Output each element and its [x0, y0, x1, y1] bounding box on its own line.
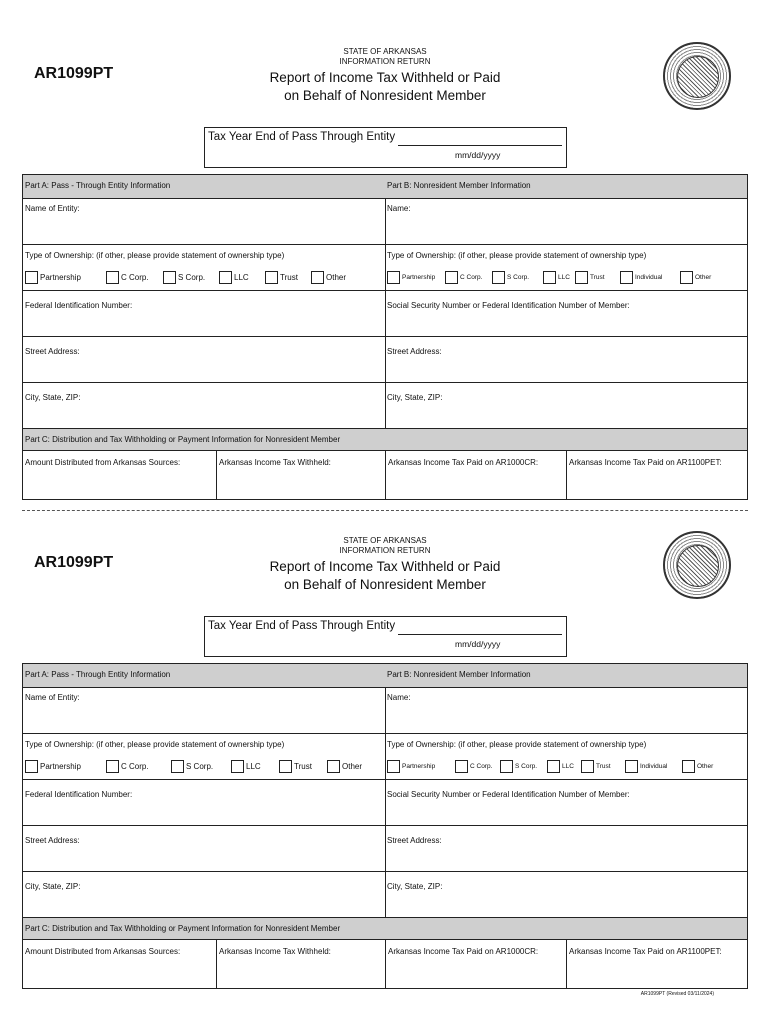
entity-ccorp-checkbox[interactable]: C Corp.	[106, 271, 149, 284]
header-info-return: INFORMATION RETURN	[339, 57, 431, 66]
header-state: STATE OF ARKANSAS	[343, 536, 427, 545]
entity-ownership-label: Type of Ownership: (if other, please provide statement of ownership type)	[25, 251, 285, 260]
entity-trust-checkbox[interactable]: Trust	[279, 760, 312, 773]
part-c-header: Part C: Distribution and Tax Withholding or Payment Information for Nonresident Member	[23, 918, 747, 940]
entity-name-field[interactable]: Name of Entity:	[23, 688, 385, 734]
member-individual-checkbox[interactable]: Individual	[625, 760, 667, 773]
part-b-header: Part B: Nonresident Member Information	[385, 664, 747, 688]
member-individual-checkbox[interactable]: Individual	[620, 271, 662, 284]
member-ownership-cell	[385, 245, 747, 291]
member-other-checkbox[interactable]: Other	[680, 271, 711, 284]
form-grid	[22, 174, 748, 500]
member-ssn-field[interactable]: Social Security Number or Federal Identification Number of Member:	[385, 291, 747, 337]
member-ssn-field[interactable]: Social Security Number or Federal Identification Number of Member:	[385, 780, 747, 826]
amount-distributed-field[interactable]: Amount Distributed from Arkansas Sources:	[25, 458, 181, 467]
tax-paid-ar1100pet-field[interactable]: Arkansas Income Tax Paid on AR1100PET:	[569, 947, 722, 956]
entity-ownership-cell	[23, 734, 385, 780]
entity-llc-checkbox[interactable]: LLC	[219, 271, 249, 284]
tax-year-input[interactable]	[398, 634, 562, 635]
tax-year-input[interactable]	[398, 145, 562, 146]
part-a-header: Part A: Pass - Through Entity Information	[23, 175, 385, 199]
entity-ownership-label: Type of Ownership: (if other, please provide statement of ownership type)	[25, 740, 285, 749]
member-trust-checkbox[interactable]: Trust	[575, 271, 605, 284]
header-title-line1: Report of Income Tax Withheld or Paid	[269, 70, 501, 85]
form-id: AR1099PT	[34, 65, 114, 82]
member-ownership-label: Type of Ownership: (if other, please provide statement of ownership type)	[387, 740, 647, 749]
member-ownership-cell	[385, 734, 747, 780]
member-ccorp-checkbox[interactable]: C Corp.	[455, 760, 492, 773]
header-state: STATE OF ARKANSAS	[343, 47, 427, 56]
form-grid	[22, 663, 748, 989]
entity-partnership-checkbox[interactable]: Partnership	[25, 271, 81, 284]
entity-city-field[interactable]: City, State, ZIP:	[23, 383, 385, 429]
state-seal	[663, 42, 731, 110]
revision-note: AR1099PT (Revised 03/11/2024)	[640, 991, 714, 997]
member-ownership-label: Type of Ownership: (if other, please provide statement of ownership type)	[387, 251, 647, 260]
member-name-field[interactable]: Name:	[385, 199, 747, 245]
member-partnership-checkbox[interactable]: Partnership	[387, 760, 435, 773]
member-ccorp-checkbox[interactable]: C Corp.	[445, 271, 482, 284]
member-street-field[interactable]: Street Address:	[385, 337, 747, 383]
cut-line	[22, 510, 748, 511]
entity-ccorp-checkbox[interactable]: C Corp.	[106, 760, 149, 773]
entity-scorp-checkbox[interactable]: S Corp.	[163, 271, 205, 284]
member-city-field[interactable]: City, State, ZIP:	[385, 872, 747, 918]
entity-name-field[interactable]: Name of Entity:	[23, 199, 385, 245]
form-id: AR1099PT	[34, 554, 114, 571]
entity-ownership-cell	[23, 245, 385, 291]
member-scorp-checkbox[interactable]: S Corp.	[492, 271, 529, 284]
member-llc-checkbox[interactable]: LLC	[543, 271, 570, 284]
header-info-return: INFORMATION RETURN	[339, 546, 431, 555]
entity-city-field[interactable]: City, State, ZIP:	[23, 872, 385, 918]
fein-field[interactable]: Federal Identification Number:	[23, 291, 385, 337]
entity-scorp-checkbox[interactable]: S Corp.	[171, 760, 213, 773]
part-a-header: Part A: Pass - Through Entity Information	[23, 664, 385, 688]
member-name-field[interactable]: Name:	[385, 688, 747, 734]
tax-paid-ar1000cr-field[interactable]: Arkansas Income Tax Paid on AR1000CR:	[388, 458, 539, 467]
tax-paid-ar1000cr-field[interactable]: Arkansas Income Tax Paid on AR1000CR:	[388, 947, 539, 956]
tax-paid-ar1100pet-field[interactable]: Arkansas Income Tax Paid on AR1100PET:	[569, 458, 722, 467]
tax-year-format: mm/dd/yyyy	[455, 639, 501, 649]
fein-field[interactable]: Federal Identification Number:	[23, 780, 385, 826]
header-title-line1: Report of Income Tax Withheld or Paid	[269, 559, 501, 574]
state-seal	[663, 531, 731, 599]
header-title-line2: on Behalf of Nonresident Member	[284, 88, 486, 103]
header-title-line2: on Behalf of Nonresident Member	[284, 577, 486, 592]
entity-partnership-checkbox[interactable]: Partnership	[25, 760, 81, 773]
entity-other-checkbox[interactable]: Other	[327, 760, 362, 773]
amount-distributed-field[interactable]: Amount Distributed from Arkansas Sources:	[25, 947, 181, 956]
member-scorp-checkbox[interactable]: S Corp.	[500, 760, 537, 773]
member-other-checkbox[interactable]: Other	[682, 760, 713, 773]
entity-other-checkbox[interactable]: Other	[311, 271, 346, 284]
member-llc-checkbox[interactable]: LLC	[547, 760, 574, 773]
entity-street-field[interactable]: Street Address:	[23, 826, 385, 872]
member-city-field[interactable]: City, State, ZIP:	[385, 383, 747, 429]
tax-withheld-field[interactable]: Arkansas Income Tax Withheld:	[219, 947, 331, 956]
entity-trust-checkbox[interactable]: Trust	[265, 271, 298, 284]
tax-year-label: Tax Year End of Pass Through Entity	[208, 131, 396, 143]
tax-year-box	[204, 616, 567, 657]
tax-year-label: Tax Year End of Pass Through Entity	[208, 620, 396, 632]
entity-street-field[interactable]: Street Address:	[23, 337, 385, 383]
entity-llc-checkbox[interactable]: LLC	[231, 760, 261, 773]
tax-year-format: mm/dd/yyyy	[455, 150, 501, 160]
part-c-header: Part C: Distribution and Tax Withholding or Payment Information for Nonresident Member	[23, 429, 747, 451]
tax-withheld-field[interactable]: Arkansas Income Tax Withheld:	[219, 458, 331, 467]
part-b-header: Part B: Nonresident Member Information	[385, 175, 747, 199]
tax-year-box	[204, 127, 567, 168]
member-street-field[interactable]: Street Address:	[385, 826, 747, 872]
member-trust-checkbox[interactable]: Trust	[581, 760, 611, 773]
member-partnership-checkbox[interactable]: Partnership	[387, 271, 435, 284]
